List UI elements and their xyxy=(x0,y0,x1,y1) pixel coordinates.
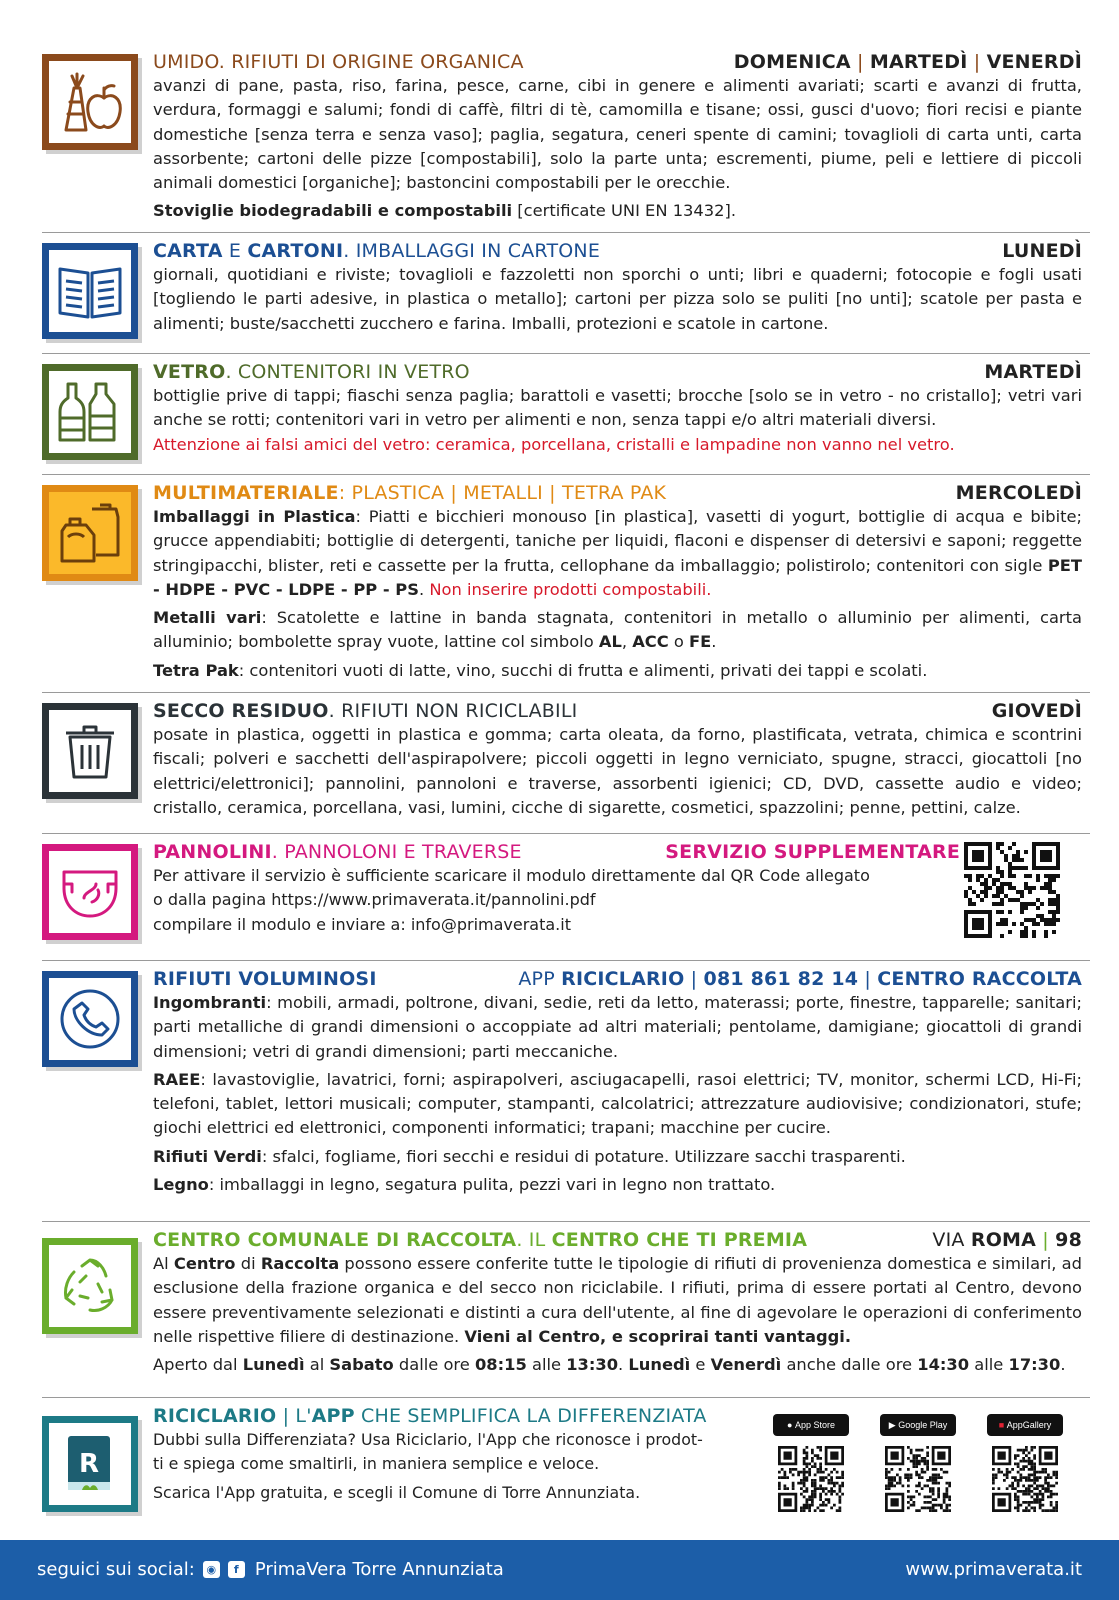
h-f: e xyxy=(690,1355,711,1375)
umido-extra-rest: [certificate UNI EN 13432]. xyxy=(512,201,737,221)
voluminosi-title: RIFIUTI VOLUMINOSI xyxy=(153,968,377,990)
umido-subtitle: . RIFIUTI DI ORIGINE ORGANICA xyxy=(218,51,524,73)
section-voluminosi xyxy=(42,960,1090,1220)
h-a: Aperto dal xyxy=(153,1355,243,1375)
multi-fe: FE xyxy=(689,632,712,652)
apple-icon: ● xyxy=(787,1420,795,1430)
riciclario-line-2: ti e spiega come smaltirli, in maniera semplice e veloce. xyxy=(153,1454,600,1474)
umido-body: avanzi di pane, pasta, riso, farina, pesce, carne, cibi in genere e alimenti avariati; scarti e avanzi di frutta, verdura, formaggi e salumi; fondi di caffè, filtri di tè, camomilla e tisane; ossi, gusci d'uovo; fiori recisi e piante domestiche [senza terra e senza vaso]; paglia, segatura, ceneri spente di camini; tovaglioli di carta unti, carta assorbente; cartoni delle pizze [compostabili], solo la parte unta; escrementi, piume, peli e lettiere di piccoli animali domestici [organiche]; bastoncini compostabili per le orecchie. xyxy=(153,76,1082,193)
section-secco xyxy=(42,692,1090,832)
h-sab: Sabato xyxy=(329,1355,394,1375)
voluminosi-riciclario: RICICLARIO xyxy=(561,968,685,990)
diaper-icon xyxy=(42,844,138,940)
riciclario-app-letter: R xyxy=(78,1449,100,1479)
riciclario-title: RICICLARIO xyxy=(153,1405,277,1427)
section-umido xyxy=(42,46,1090,226)
app-store-label: App Store xyxy=(794,1420,835,1430)
secco-title: SECCO RESIDUO xyxy=(153,700,329,722)
voluminosi-sep-1: | xyxy=(684,968,704,990)
section-multimateriale xyxy=(42,474,1090,691)
pannolini-service: SERVIZIO SUPPLEMENTARE xyxy=(665,841,960,863)
multi-tetra-label: Tetra Pak xyxy=(153,660,239,680)
riciclario-subtitle: | L' xyxy=(276,1405,312,1427)
section-carta xyxy=(42,232,1090,352)
multi-title: MULTIMATERIALE xyxy=(153,482,339,504)
h-e: . xyxy=(618,1355,629,1375)
carta-title-2: CARTONI xyxy=(247,240,344,262)
riciclario-line-3: Scarica l'App gratuita, e scegli il Comune di Torre Annunziata. xyxy=(153,1482,641,1502)
centro-p1-bold: Vieni al Centro, e scoprirai tanti vantaggi. xyxy=(464,1326,852,1346)
vetro-day: MARTEDÌ xyxy=(984,361,1082,383)
centro-title-2: CENTRO CHE TI PREMIA xyxy=(551,1229,808,1251)
carrot-apple-icon xyxy=(42,54,138,150)
centro-subtitle: . IL xyxy=(516,1229,552,1251)
section-riciclario xyxy=(42,1397,1090,1527)
umido-extra-bold: Stoviglie biodegradabili e compostabili xyxy=(153,201,513,221)
voluminosi-sep-2: | xyxy=(858,968,878,990)
qr-code-app-gallery-icon[interactable] xyxy=(992,1446,1058,1512)
multi-plastica-body: : Piatti e bicchieri monouso [in plastica], vasetti di yogurt, bottiglie di acqua e bibite; grucce appendiabiti; bottiglie di detergenti, taniche per liquidi, flaconi e dispenser di detersivi e saponi; reggette stringipacchi, blister, reti e cassette per la frutta, cellophane da imballaggio; polistirolo; contenitori con sigle xyxy=(153,507,1082,575)
carta-body: giornali, quotidiani e riviste; tovaglioli e fazzoletti non sporchi o unti; libri e quaderni; fotocopie e fogli usati [togliendo le parti adesive, in plastica o metallo]; cartoni per pizza solo se puliti [no unti]; scatole per pasta e alimenti; buste/sacchetti zucchero e farina. Imballi, protezioni e scatole in cartone. xyxy=(153,265,1082,333)
h-g: anche dalle ore xyxy=(781,1355,918,1375)
pannolini-line-3: compilare il modulo e inviare a: info@primaverata.it xyxy=(153,914,571,934)
umido-sep-1: | xyxy=(850,51,870,73)
instagram-icon[interactable]: ◉ xyxy=(203,1561,220,1578)
multi-acc: ACC xyxy=(632,632,669,652)
app-store-badge[interactable] xyxy=(773,1414,849,1436)
plastic-containers-icon xyxy=(42,485,138,581)
section-centro xyxy=(42,1221,1090,1396)
umido-day-1: DOMENICA xyxy=(733,51,851,73)
riciclario-line-1: Dubbi sulla Differenziata? Usa Riciclario, l'App che riconosce i prodot- xyxy=(153,1430,703,1449)
ingombranti-body: : mobili, armadi, poltrone, divani, sedie, reti da letto, materassi; porte, finestre, tapparelle; sanitari; parti metalliche di grandi dimensioni o accoppiate ad altri materiali; pentolame, damigiane; giocattoli di grandi dimensioni; vetri di grandi dimensioni; parti meccaniche. xyxy=(153,993,1082,1061)
facebook-icon[interactable]: f xyxy=(228,1561,245,1578)
vetro-warning: Attenzione ai falsi amici del vetro: ceramica, porcellana, cristalli e lampadine non vanno nel vetro. xyxy=(153,434,955,454)
umido-day-3: VENERDÌ xyxy=(986,51,1082,73)
h-t3: 14:30 xyxy=(917,1355,970,1375)
h-lun: Lunedì xyxy=(242,1355,305,1375)
legno-label: Legno xyxy=(153,1175,209,1195)
voluminosi-centro: CENTRO RACCOLTA xyxy=(877,968,1082,990)
centro-title: CENTRO COMUNALE DI RACCOLTA xyxy=(153,1229,517,1251)
h-d: alle xyxy=(526,1355,567,1375)
multi-plastica-label: Imballaggi in Plastica xyxy=(153,507,356,526)
centro-p1-rest: possono essere conferite tutte le tipologie di rifiuti di provenienza domestica e similari, ad esclusione della frazione organica e del secco non riciclabile. I rifiuti, prima di essere portati al Centro, devono essere preventivamente selezionati e distinti a cura dell'utente, al fine di agevolare le operazioni di conferimento nelle rispettive filiere di destinazione. xyxy=(153,1254,1082,1346)
voluminosi-phone[interactable]: 081 861 82 14 xyxy=(703,968,859,990)
h-t1: 08:15 xyxy=(474,1355,527,1375)
multi-day: MERCOLEDÌ xyxy=(955,482,1082,504)
open-newspaper-icon xyxy=(42,243,138,339)
centro-sep: | xyxy=(1036,1229,1056,1251)
multi-dot: . xyxy=(418,579,430,599)
pannolini-line-2: o dalla pagina https://www.primaverata.it/pannolini.pdf xyxy=(153,890,596,910)
carta-and: E xyxy=(222,240,248,262)
app-gallery-badge[interactable] xyxy=(987,1414,1063,1436)
glass-bottles-icon xyxy=(42,364,138,460)
centro-p1-a: Al xyxy=(153,1254,174,1273)
recycle-icon xyxy=(42,1238,138,1334)
pannolini-subtitle: . PANNOLONI E TRAVERSE xyxy=(271,841,522,863)
footer-brand: PrimaVera xyxy=(254,1559,347,1580)
h-b: al xyxy=(304,1355,330,1375)
h-t4: 17:30 xyxy=(1008,1355,1061,1375)
footer-website[interactable]: www.primaverata.it xyxy=(905,1559,1082,1580)
umido-header xyxy=(153,50,1082,74)
multi-comma: , xyxy=(621,632,633,652)
umido-sep-2: | xyxy=(967,51,987,73)
vetro-body: bottiglie prive di tappi; fiaschi senza paglia; barattoli e vasetti; brocche [solo se in vetro - no cristallo]; vetri vari anche se rotti; contenitori vari in vetro per alimenti e non, senza tappi e/o altri materiali diversi. xyxy=(153,386,1082,430)
secco-day: GIOVEDÌ xyxy=(991,700,1082,722)
h-i: . xyxy=(1060,1355,1066,1375)
pannolini-title: PANNOLINI xyxy=(153,841,272,863)
section-pannolini xyxy=(42,833,1090,959)
multi-metalli-label: Metalli vari xyxy=(153,608,262,628)
multi-subtitle: : PLASTICA | METALLI | TETRA PAK xyxy=(338,482,667,504)
legno-body: : imballaggi in legno, segatura pulita, pezzi vari in legno non trattato. xyxy=(208,1175,776,1195)
verdi-body: : sfalci, fogliame, fiori secchi e residui di potature. Utilizzare sacchi trasparenti. xyxy=(261,1146,906,1166)
centro-roma: ROMA xyxy=(970,1229,1037,1251)
multi-tetra-body: : contenitori vuoti di latte, vino, succhi di frutta e alimenti, privati dei tappi e scolati. xyxy=(238,660,928,680)
multi-o: o xyxy=(668,632,689,652)
qr-code-app-store-icon[interactable] xyxy=(778,1446,844,1512)
qr-code-google-play-icon[interactable] xyxy=(885,1446,951,1512)
carta-title-1: CARTA xyxy=(153,240,223,262)
multi-sigle: PET - HDPE - PVC - LDPE - PP - PS xyxy=(153,555,1082,599)
voluminosi-app: APP xyxy=(518,968,562,990)
ingombranti-label: Ingombranti xyxy=(153,993,267,1012)
google-play-label: Google Play xyxy=(898,1420,948,1430)
carta-day: LUNEDÌ xyxy=(1002,240,1082,262)
huawei-icon: ■ xyxy=(998,1420,1007,1430)
vetro-title: VETRO xyxy=(153,361,226,383)
footer-social-label: seguici sui social: xyxy=(37,1559,195,1580)
footer xyxy=(0,1540,1119,1600)
riciclario-subtitle-2: CHE SEMPLIFICA LA DIFFERENZIATA xyxy=(354,1405,707,1427)
footer-city: Torre Annunziata xyxy=(346,1559,504,1580)
carta-subtitle: . IMBALLAGGI IN CARTONE xyxy=(343,240,601,262)
h-ven: Venerdì xyxy=(710,1355,782,1375)
pannolini-line-1: Per attivare il servizio è sufficiente scaricare il modulo direttamente dal QR Code allegato xyxy=(153,866,870,885)
centro-p1-raccolta: Raccolta xyxy=(260,1254,340,1273)
multi-end: . xyxy=(711,632,717,652)
raee-body: : lavastoviglie, lavatrici, forni; aspirapolveri, asciugacapelli, rasoi elettrici; TV, monitor, schermi LCD, Hi-Fi; telefoni, tablet, lettori musicali; computer, stampanti, calcolatrici; attrezzature audiovisive; condizionatori, stufe; giochi elettrici ed elettronici, componenti informatici; trapani; macchine per cucire. xyxy=(153,1069,1082,1138)
secco-body: posate in plastica, oggetti in plastica e gomma; carta oleata, da forno, plastificata, vetrata, chimica e scontrini fiscali; polveri e sacchetti dell'aspirapolvere; piccoli oggetti in legno verniciato, spugne, stracci, giocattoli [no elettrici/elettronici]; pannolini, pannoloni e traverse, assorbenti igienici; CD, DVD, cassette audio e video; cristallo, ceramica, porcellana, vasi, lumini, cicche di sigarette, cosmetici, spazzolini; penne, pettini, calze. xyxy=(153,725,1082,817)
h-h: alle xyxy=(969,1355,1009,1375)
multi-metalli-body: : Scatolette e lattine in banda stagnata, contenitori in metallo o alluminio per alimenti, carta alluminio; bombolette spray vuote, lattine col simbolo xyxy=(153,608,1082,652)
centro-hours xyxy=(153,1353,1082,1377)
raee-label: RAEE xyxy=(153,1069,201,1089)
trash-bin-icon xyxy=(42,703,138,799)
h-t2: 13:30 xyxy=(566,1355,619,1375)
umido-day-2: MARTEDÌ xyxy=(869,51,968,73)
play-icon: ▶ xyxy=(888,1419,899,1430)
section-vetro xyxy=(42,353,1090,473)
centro-via: VIA xyxy=(932,1229,971,1251)
multi-plastica-warning: Non inserire prodotti compostabili. xyxy=(429,579,712,599)
centro-num: 98 xyxy=(1055,1229,1082,1251)
umido-days xyxy=(734,50,1082,74)
verdi-label: Rifiuti Verdi xyxy=(153,1146,262,1166)
umido-title: UMIDO xyxy=(153,51,219,73)
multi-al: AL xyxy=(598,632,622,652)
riciclario-app-icon xyxy=(42,1416,138,1512)
app-gallery-label: AppGallery xyxy=(1006,1420,1052,1430)
secco-subtitle: . RIFIUTI NON RICICLABILI xyxy=(328,700,578,722)
h-lun2: Lunedì xyxy=(628,1355,691,1375)
qr-code-icon[interactable] xyxy=(964,842,1060,938)
riciclario-app: APP xyxy=(311,1405,355,1427)
centro-p1-b: di xyxy=(235,1254,261,1273)
phone-icon xyxy=(42,971,138,1067)
vetro-subtitle: . CONTENITORI IN VETRO xyxy=(225,361,470,383)
google-play-badge[interactable] xyxy=(880,1414,956,1436)
centro-p1-centro: Centro xyxy=(173,1254,236,1273)
h-c: dalle ore xyxy=(393,1355,475,1375)
